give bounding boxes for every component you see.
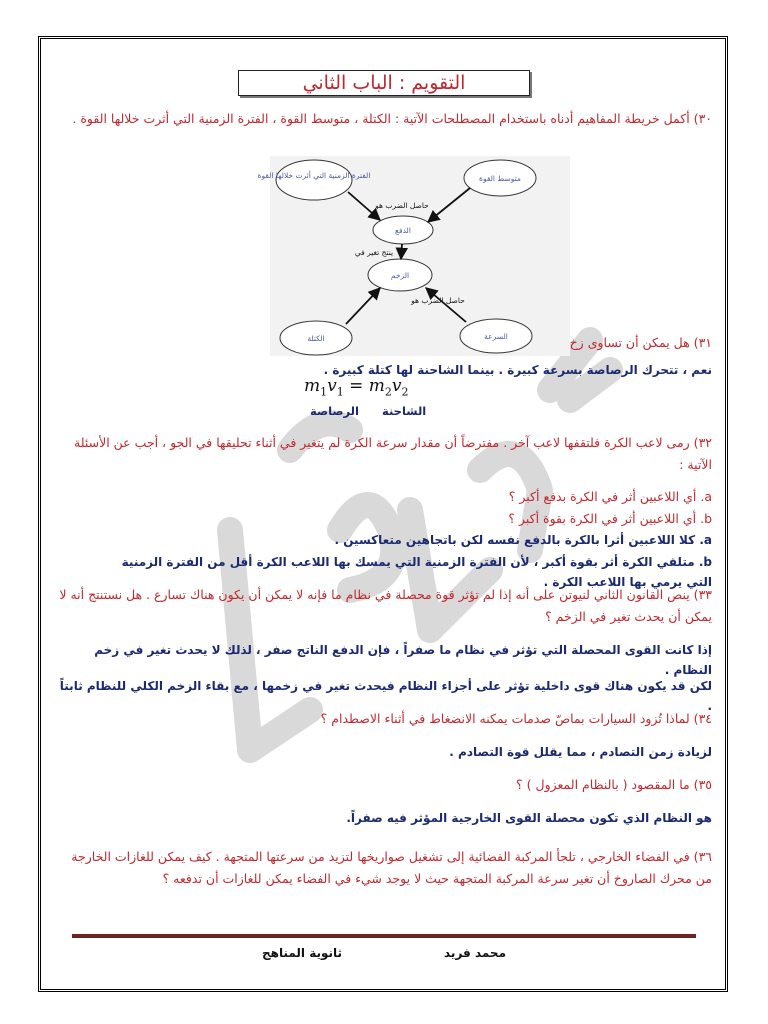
node-mass-label: الكتلة xyxy=(307,334,325,343)
footer-rule xyxy=(72,934,696,938)
item-marker: b. xyxy=(698,555,712,569)
answer-33-line-2: لكن قد يكون هناك قوى داخلية تؤثر على أجزاء النظام فيحدث تغير في زخمها ، مع بقاء الزخم الكلي للنظام ثابتاً . xyxy=(59,679,712,713)
momentum-formula: $m_1v_1 = m_2v_2$ xyxy=(304,376,409,399)
answer-34: لزيادة زمن التصادم ، مما يقلل قوة التصادم . xyxy=(449,745,712,759)
item-text: أي اللاعبين أثر في الكرة بدفع أكبر ؟ xyxy=(508,489,697,504)
question-33: ٣٣) ينص القانون الثاني لنيوتن على أنه إذا لم تؤثر قوة محصلة في نظام ما فإنه لا يمكن أن يكون هناك تسارع . هل نستنتج أنه لا يمكن أن يحدث تغير في الزخم ؟ xyxy=(59,587,712,624)
item-marker: b. xyxy=(700,511,712,526)
answer-33-line-1: إذا كانت القوى المحصلة التي تؤثر في نظام ما صفراً ، فإن الدفع الناتج صفر ، لذلك لا يحدث تغير في زخم النظام . xyxy=(94,643,712,677)
node-avg-force-label: متوسط القوة xyxy=(479,174,521,183)
question-32-item-b xyxy=(152,508,712,530)
label-produces: ينتج تغير في xyxy=(354,248,394,257)
question-30: ٣٠) أكمل خريطة المفاهيم أدناه باستخدام المصطلحات الآتية : الكتلة ، متوسط القوة ، الفترة الزمنية التي أثرت خلالها القوة . xyxy=(72,111,712,126)
question-36: ٣٦) في الفضاء الخارجي ، تلجأ المركبة الفضائية إلى تشغيل صواريخها لتزيد من سرعتها المتجهة . كيف يمكن للغازات الخارجة من محرك الصاروخ أن تغير سرعة المركبة المتجهة حيث لا يوجد شيء في الفضاء يمكن للغازات أن تدفعه ؟ xyxy=(71,849,712,886)
item-text: أي اللاعبين أثر في الكرة بقوة أكبر ؟ xyxy=(508,511,697,526)
node-time-ellipse xyxy=(276,160,352,200)
question-34: ٣٤) لماذا تُزود السيارات بماصّ صدمات يمكنه الانضغاط في أثناء الاصطدام ؟ xyxy=(320,711,712,726)
arrow-impulse-momentum xyxy=(401,244,402,259)
node-time-label: الفترة الزمنية التي أثرت خلالها القوة xyxy=(257,171,371,180)
footer-school: ثانوية المناهج xyxy=(262,946,343,960)
answer-32-item-a xyxy=(132,530,712,550)
footer-author: محمد فريد xyxy=(444,946,506,960)
page-title: التقويم : الباب الثاني xyxy=(238,70,530,96)
item-text: كلا اللاعبين أثرا بالكرة بالدفع نفسه لكن باتجاهين متعاكسين . xyxy=(334,533,696,547)
label-product-bottom: حاصل الضرب هو xyxy=(411,296,465,305)
answer-35: هو النظام الذي تكون محصلة القوى الخارجية المؤثر فيه صفراً. xyxy=(346,811,712,825)
formula-label-truck: الشاحنة xyxy=(382,404,427,418)
item-marker: a. xyxy=(699,533,712,547)
label-product-top: حاصل الضرب هو xyxy=(375,201,429,210)
question-32-item-a xyxy=(152,486,712,508)
question-32: ٣٢) رمى لاعب الكرة فلتقفها لاعب آخر . مفترضاً أن مقدار سرعة الكرة لم يتغير في أثناء تحليقها في الجو ، أجب عن الأسئلة الآتية : xyxy=(74,435,712,472)
arrow-mass-momentum xyxy=(346,288,380,324)
question-31: ٣١) هل يمكن أن تساوى زخ xyxy=(569,335,712,350)
answer-31: نعم ، تتحرك الرصاصة بسرعة كبيرة . بينما الشاحنة لها كتلة كبيرة . xyxy=(323,363,712,377)
arrow-force-impulse xyxy=(428,188,470,222)
formula-label-bullet: الرصاصة xyxy=(310,404,359,418)
arrow-velocity-momentum xyxy=(426,288,466,322)
item-text: متلقي الكرة أثر بقوة أكبر ، لأن الفترة الزمنية التي يمسك بها اللاعب الكرة أقل من الفترة الزمنية التي يرمي بها اللاعب الكرة . xyxy=(121,555,712,589)
concept-map-diagram xyxy=(257,156,570,356)
node-momentum-label: الزخم xyxy=(390,271,410,280)
item-marker: a. xyxy=(700,489,712,504)
node-impulse-label: الدفع xyxy=(395,226,411,235)
question-35: ٣٥) ما المقصود ( بالنظام المعزول ) ؟ xyxy=(516,777,712,792)
node-velocity-label: السرعة xyxy=(484,332,508,341)
